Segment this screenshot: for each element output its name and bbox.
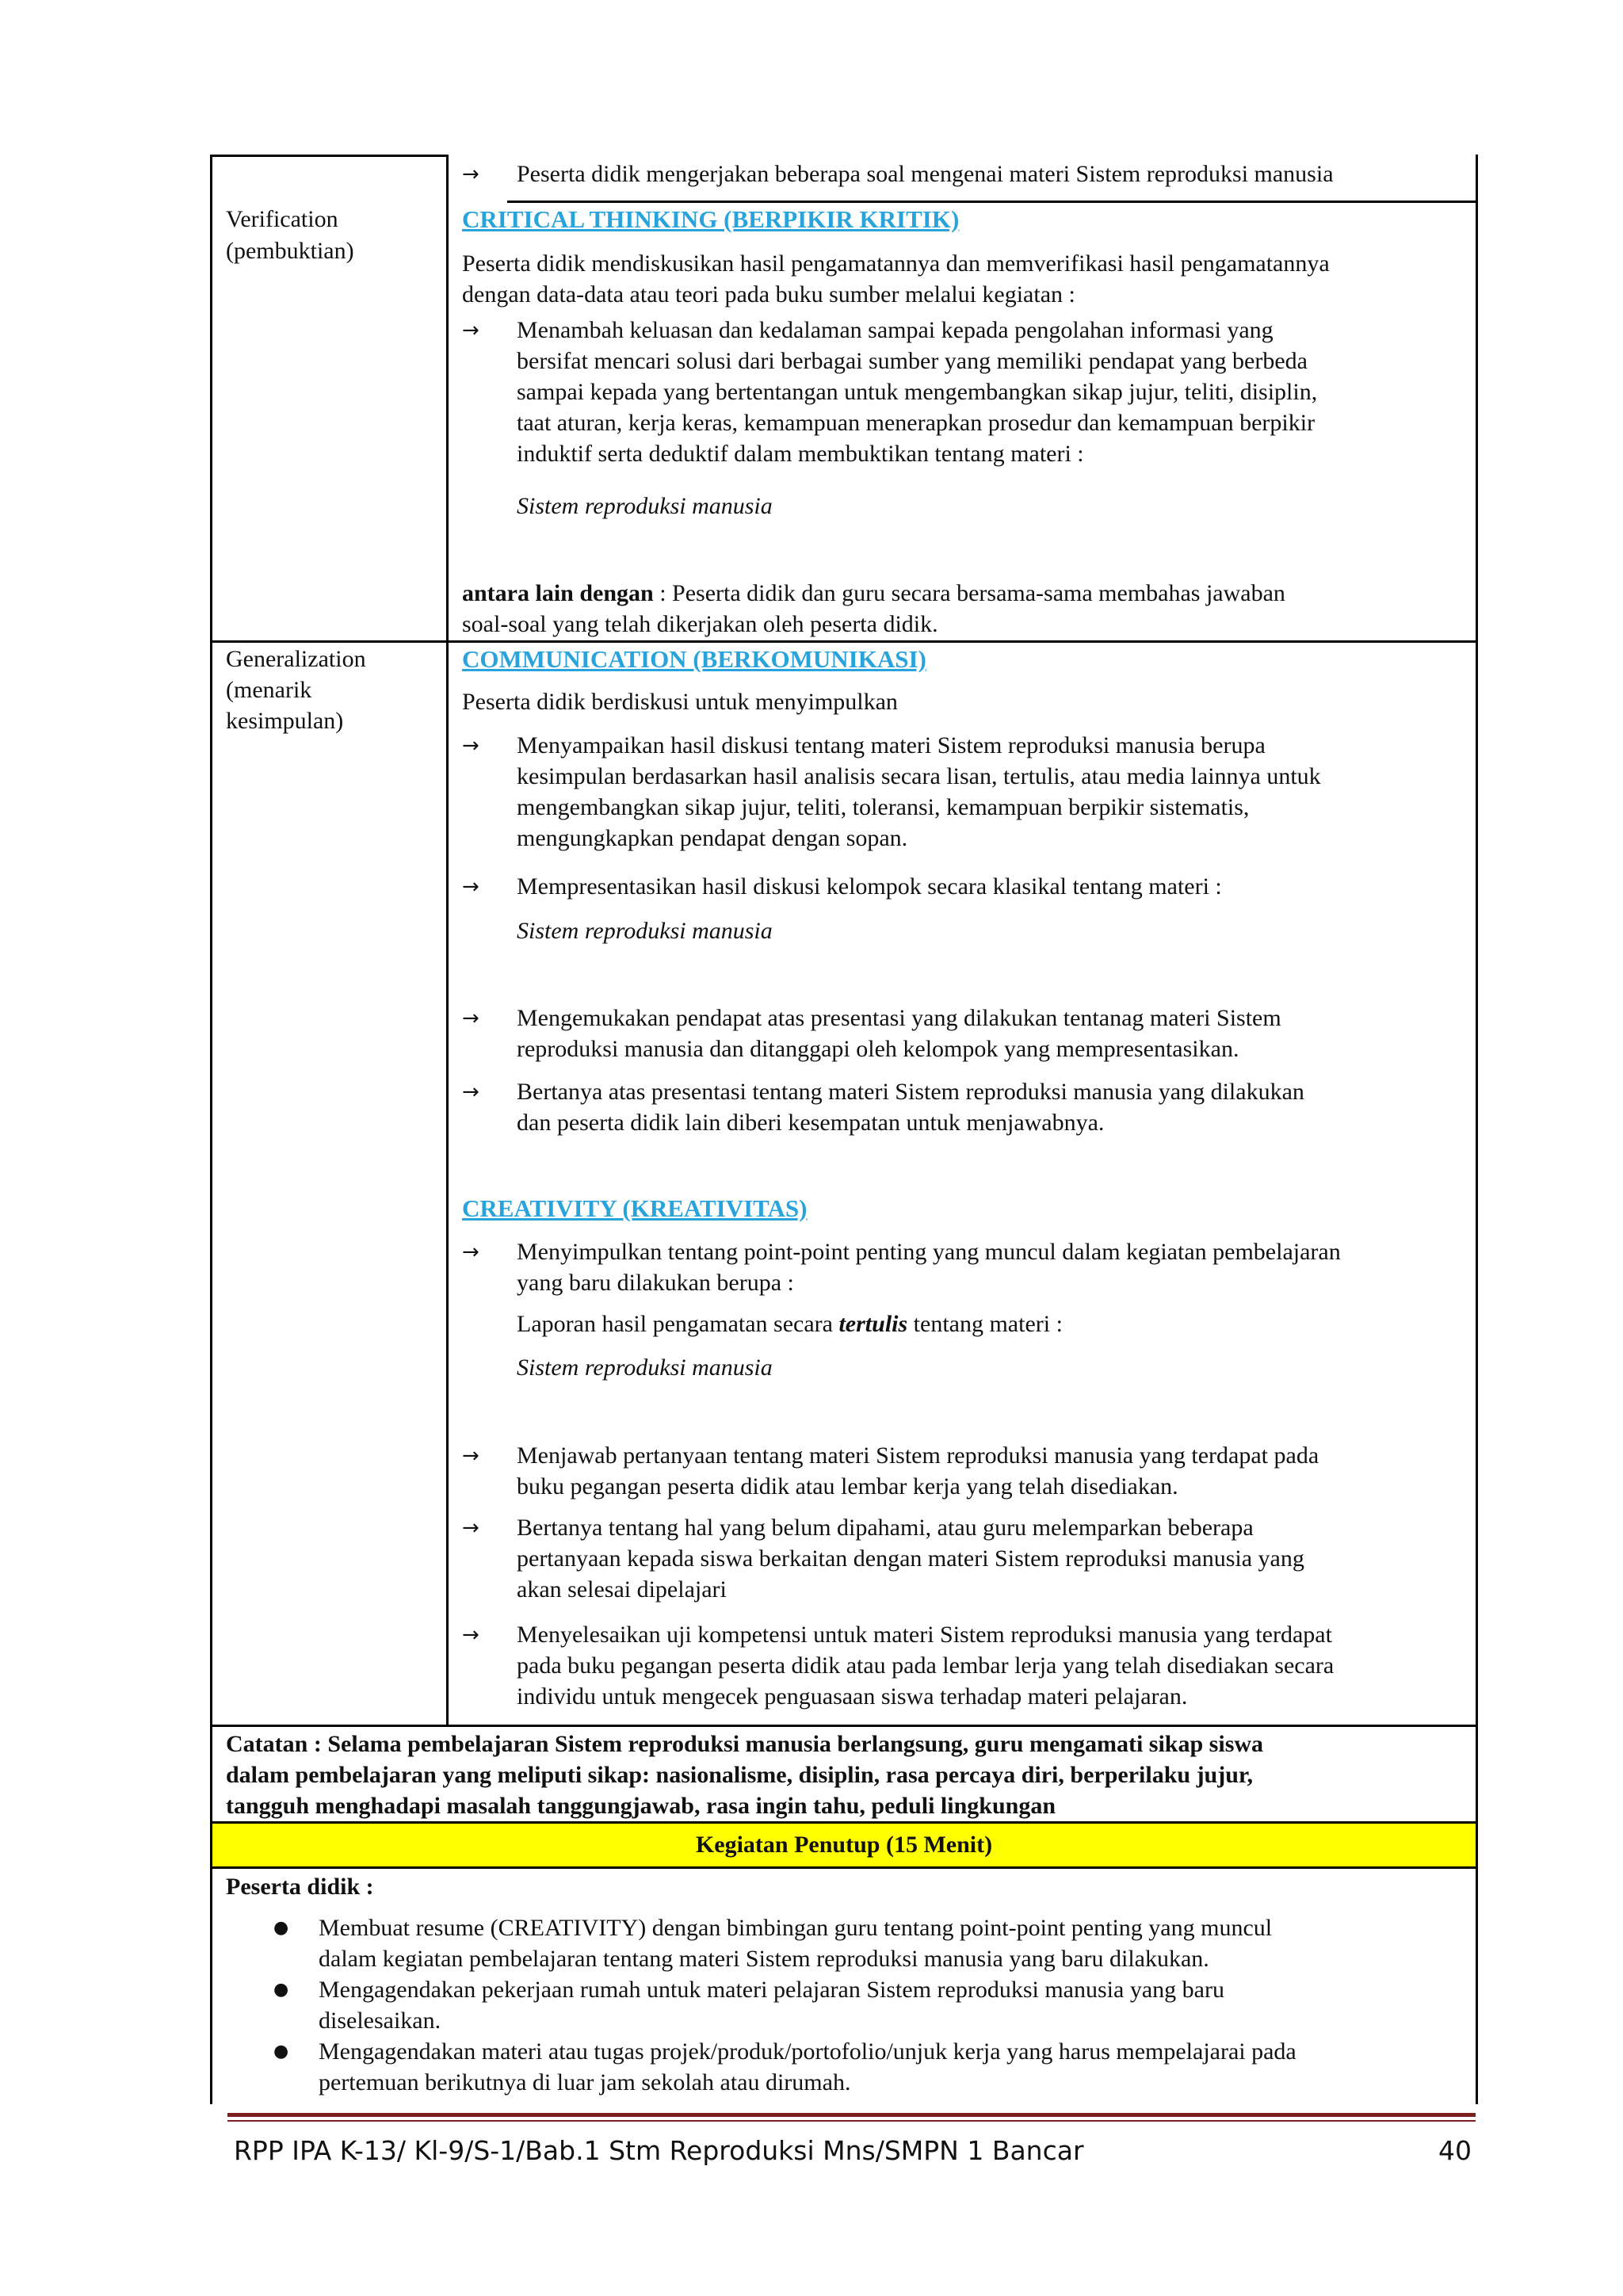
arrow-icon: → (462, 734, 479, 758)
verification-item-line: taat aturan, kerja keras, kemampuan menerapkan prosedur dan kemampuan berpikir (517, 410, 1316, 436)
penutup-title: Kegiatan Penutup (15 Menit) (695, 1832, 993, 1858)
communication-item-line: mengembangkan sikap jujur, teliti, toleransi, kemampuan berpikir sistematis, (517, 794, 1250, 820)
communication-item-line: reproduksi manusia dan ditanggapi oleh kelompok yang mempresentasikan. (517, 1036, 1239, 1062)
arrow-icon: → (462, 1240, 479, 1264)
page-number: 40 (1438, 2135, 1472, 2166)
verification-item-line: induktif serta deduktif dalam membuktikan tentang materi : (517, 441, 1084, 467)
generalization-label: Generalization (226, 646, 366, 672)
creativity-item-line: Bertanya tentang hal yang belum dipahami, atau guru melemparkan beberapa (517, 1515, 1254, 1541)
creativity-laporan-line: Laporan hasil pengamatan secara tertulis tentang materi : (517, 1311, 1063, 1337)
communication-item-line: Menyampaikan hasil diskusi tentang materi Sistem reproduksi manusia berupa (517, 732, 1266, 758)
creativity-item-line: pertanyaan kepada siswa berkaitan dengan materi Sistem reproduksi manusia yang (517, 1545, 1304, 1572)
verification-antara-line: soal-soal yang telah dikerjakan oleh peserta didik. (462, 611, 938, 637)
verification-intro-line: Peserta didik mendiskusikan hasil pengamatannya dan memverifikasi hasil pengamatannya (462, 250, 1330, 277)
verification-sublabel: (pembuktian) (226, 238, 354, 264)
bullet-icon: ● (273, 2042, 289, 2061)
penutup-bullet-line: dalam kegiatan pembelajaran tentang materi Sistem reproduksi manusia yang baru dilakukan. (319, 1946, 1209, 1972)
communication-item-line: dan peserta didik lain diberi kesempatan untuk menjawabnya. (517, 1110, 1105, 1136)
footer-rule-thin (227, 2120, 1476, 2122)
arrow-icon: → (462, 1007, 479, 1030)
arrow-icon: → (462, 1516, 479, 1540)
row-divider-top-item (507, 201, 1478, 203)
arrow-icon: → (462, 875, 479, 899)
penutup-bullet-line: diselesaikan. (319, 2008, 441, 2034)
creativity-item-line: Menjawab pertanyaan tentang materi Sistem reproduksi manusia yang terdapat pada (517, 1442, 1319, 1469)
penutup-bullet-line: pertemuan berikutnya di luar jam sekolah atau dirumah. (319, 2069, 851, 2095)
bullet-icon: ● (273, 1918, 289, 1938)
arrow-icon: → (462, 319, 479, 342)
verification-item-line: sampai kepada yang bertentangan untuk mengembangkan sikap jujur, teliti, disiplin, (517, 379, 1318, 405)
arrow-icon: → (462, 162, 479, 186)
critical-thinking-heading: CRITICAL THINKING (BERPIKIR KRITIK) (462, 205, 960, 233)
generalization-intro: Peserta didik berdiskusi untuk menyimpulkan (462, 689, 898, 715)
verification-item-line: bersifat mencari solusi dari berbagai sumber yang memiliki pendapat yang berbeda (517, 348, 1308, 374)
verification-topic: Sistem reproduksi manusia (517, 493, 773, 519)
verification-item-line: Menambah keluasan dan kedalaman sampai kepada pengolahan informasi yang (517, 317, 1274, 343)
catatan-line: dalam pembelajaran yang meliputi sikap: nasionalisme, disiplin, rasa percaya diri, berperilaku jujur, (226, 1762, 1253, 1788)
communication-item-line: kesimpulan berdasarkan hasil analisis secara lisan, tertulis, atau media lainnya untuk (517, 763, 1321, 789)
row-top-border (210, 155, 448, 157)
creativity-heading: CREATIVITY (KREATIVITAS) (462, 1194, 808, 1222)
arrow-icon: → (462, 1080, 479, 1104)
creativity-item-line: pada buku pegangan peserta didik atau pada lembar lerja yang telah disediakan secara (517, 1652, 1335, 1679)
generalization-sublabel: (menarik (226, 677, 312, 703)
footer-rule (227, 2113, 1476, 2117)
penutup-bullet-line: Membuat resume (CREATIVITY) dengan bimbingan guru tentang point-point penting yang muncul (319, 1915, 1273, 1941)
row-divider-catatan (210, 1725, 1478, 1727)
bullet-icon: ● (273, 1980, 289, 2000)
communication-item-line: Mengemukakan pendapat atas presentasi yang dilakukan tentanag materi Sistem (517, 1005, 1281, 1031)
penutup-bullet-line: Mengagendakan materi atau tugas projek/produk/portofolio/unjuk kerja yang harus mempelajarai pada (319, 2038, 1296, 2065)
creativity-item-line: Menyimpulkan tentang point-point penting yang muncul dalam kegiatan pembelajaran (517, 1239, 1341, 1265)
row-divider-penutup-bottom (210, 1866, 1478, 1869)
table-border-right (1476, 155, 1478, 2104)
creativity-topic: Sistem reproduksi manusia (517, 1354, 773, 1381)
verification-label: Verification (226, 206, 338, 232)
arrow-icon: → (462, 1623, 479, 1647)
catatan-line: tangguh menghadapi masalah tanggungjawab, rasa ingin tahu, peduli lingkungan (226, 1793, 1056, 1819)
verification-antara-line: antara lain dengan : Peserta didik dan guru secara bersama-sama membahas jawaban (462, 580, 1285, 606)
creativity-item-line: Menyelesaikan uji kompetensi untuk materi Sistem reproduksi manusia yang terdapat (517, 1622, 1332, 1648)
table-border-left (210, 155, 212, 2104)
communication-item-line: Mempresentasikan hasil diskusi kelompok secara klasikal tentang materi : (517, 873, 1222, 900)
row-divider-generalization (210, 640, 1478, 643)
arrow-icon: → (462, 1444, 479, 1468)
creativity-item-line: buku pegangan peserta didik atau lembar kerja yang telah disediakan. (517, 1473, 1178, 1499)
creativity-item-line: yang baru dilakukan berupa : (517, 1270, 794, 1296)
generalization-sublabel: kesimpulan) (226, 708, 344, 734)
communication-topic: Sistem reproduksi manusia (517, 918, 773, 944)
footer-text: RPP IPA K-13/ Kl-9/S-1/Bab.1 Stm Reproduksi Mns/SMPN 1 Bancar (234, 2135, 1084, 2166)
creativity-item-line: individu untuk mengecek penguasaan siswa terhadap materi pelajaran. (517, 1683, 1188, 1710)
catatan-line: Catatan : Selama pembelajaran Sistem reproduksi manusia berlangsung, guru mengamati sikap siswa (226, 1731, 1264, 1757)
communication-item-line: mengungkapkan pendapat dengan sopan. (517, 825, 908, 851)
communication-heading: COMMUNICATION (BERKOMUNIKASI) (462, 645, 926, 673)
verification-intro-line: dengan data-data atau teori pada buku sumber melalui kegiatan : (462, 281, 1075, 308)
penutup-peserta-label: Peserta didik : (226, 1874, 374, 1900)
column-divider (446, 155, 449, 1725)
penutup-bullet-line: Mengagendakan pekerjaan rumah untuk materi pelajaran Sistem reproduksi manusia yang baru (319, 1977, 1224, 2003)
top-item-text: Peserta didik mengerjakan beberapa soal mengenai materi Sistem reproduksi manusia (517, 161, 1334, 187)
communication-item-line: Bertanya atas presentasi tentang materi Sistem reproduksi manusia yang dilakukan (517, 1079, 1304, 1105)
creativity-item-line: akan selesai dipelajari (517, 1576, 727, 1603)
